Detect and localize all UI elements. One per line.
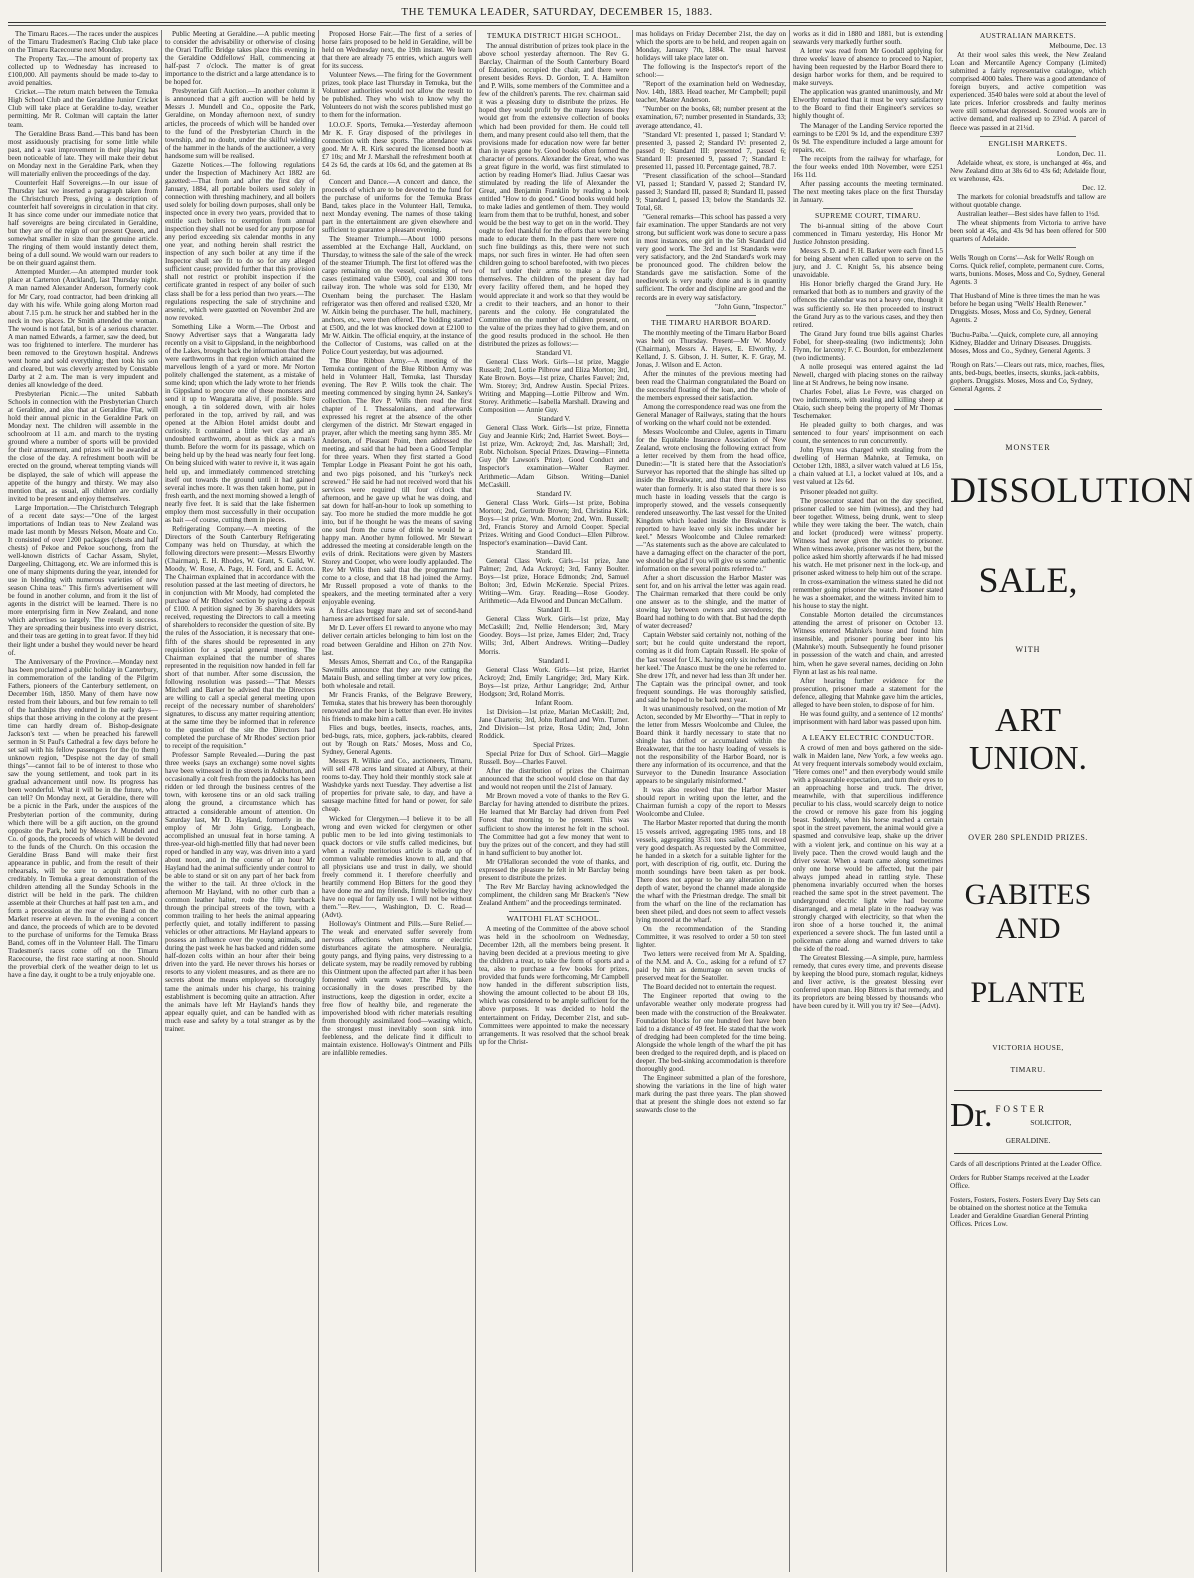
article-paragraph: The Manager of the Landing Service reported the earnings to be £201 9s 1d, and the expenditure £397 0s 9d. The expenditure included a large amount for repairs, etc. [793,121,943,154]
article-paragraph: Public Meeting at Geraldine.—A public meeting to consider the advisability or otherwise of closing the Orari Traffic Bridge takes place this evening in the Geraldine Oddfellows' Hall, commencing at half-past 7 o'clock. The matter is of great importance to the district and a large attendance is to be hoped for. [165,30,315,87]
column-1 [8,30,158,1572]
advert-firm-line2: PLANTE [970,975,1086,1009]
article-paragraph: "Report of the examination held on Wednesday, Nov. 14th, 1883. Head teacher, Mr Campbell; pupil teacher, Master Anderson. [636,80,786,105]
article-paragraph: In cross-examination the witness stated he did not remember going prisoner the watch. Prisoner stated he was a shoemaker, and the witness invited him to his house to stay the night. [793,578,943,611]
section-heading: AUSTRALIAN MARKETS. [979,31,1077,40]
article-paragraph: mas holidays on Friday December 21st, the day on which the sports are to be held, and reopen again on Monday, January 7th, 1884. The usual harvest holidays will take place later on. [636,30,786,63]
advert-rule [954,1153,1102,1154]
article-paragraph: After passing accounts the meeting terminated. The next meeting takes place on the first Thursday in January. [793,179,943,204]
article-paragraph: After hearing further evidence for the prosecution, prisoner made a statement for the defence, alleging that Mahnke gave him the articles, alleged to have been stolen, to dispose of for him. [793,676,943,709]
column-4 [479,30,629,1572]
article-paragraph: Gazette Notices.—The following regulations under the Inspection of Machinery Act 1882 are gazetted:—That from and after the first day of January, 1884, all portable boilers used solely in connection with threshing machinery, and all boilers used solely for boiling down purposes, shall only be inspected once in every two years, provided that to entitle such boilers to exemption from annual inspection they shall not be used for any purpose for any period exceeding six calendar months in any one year, and nothing herein shall restrict the inspection of any such boiler at any time if the Inspector shall see fit to do so for any alleged sufficient cause; provided further that this provision shall not restrict or prohibit inspection if the certificate granted in respect of any boiler of such class shall be for a less period than two years.—The regulations respecting the sale of strychnine and arsenic, which were gazetted on November 2nd are now revoked. [165,160,315,322]
advert-sale: SALE, [978,559,1078,600]
solicitor-town: GERALDINE. [1005,1136,1051,1146]
article-paragraph: Mr O'Halloran seconded the vote of thanks, and expressed the pleasure he felt in Mr Barclay being present to distribute the prizes. [479,857,629,882]
page-masthead: THE TEMUKA LEADER, SATURDAY, DECEMBER 15, 1883. [401,6,713,18]
article-paragraph: The annual distribution of prizes took place in the above school yesterday afternoon. The Rev G. Barclay, Chairman of the South Canterbury Board of Education, occupied the chair, and there were present besides Revs. D. Gordon, T. A. Hamilton and P. Wills, some members of the Committee and a few of the children's parents. The rev. chairman said it was a pleasing duty to distribute the prizes. He hoped they would profit by the many lessons they would get from the extensive collection of books which had been provided for them. He could tell them, and many present could also tell them, that the provisions made for education now were far better than in years gone by. Good books often formed the character of persons. Alexander the Great, who was a great figure in the world, was first stimulated to action by reading Homer's Iliad. Julius Caesar was stimulated by reading the life of Alexander the Great, and Benjamin Franklin by reading a book entitled "How to do good." Good books would help to make ladies and gentlemen of them. They would learn from them that to be truthful, honest, and sober would be the best way to get on in the world. They ought to feel thankful for the efforts that were being made to educate them. In the past there were not such fine buildings as this, there were not such maps, nor such fires in winter. He had often seen children going to school barefooted, with two pieces of turf under their arms to make a fire for themselves. The children of the present day had every facility offered them, and he hoped they would appreciate it and work so that they would be a credit to their teachers, and an honor to their parents and the colony. He congratulated the Committee on the number of children present, on the value of the prizes they had to give them, and on the good results produced in the school. He then distributed the prizes as follows:— [479,42,629,348]
section-heading: ENGLISH MARKETS. [988,138,1068,148]
article-paragraph: The Blue Ribbon Army.—A meeting of the Temuka contingent of the Blue Ribbon Army was held in Volunteer Hall, Temuka, last Thursday evening. The Rev P. Wills took the chair. The meeting commenced by singing hymn 24, Sankey's collection. The Rev P. Wills then read the first chapter of I. Thessalonians, and afterwards expressed his regret at the absence of the other clergymen of the district. Mr Stewart engaged in prayer, after which the meeting sang hymn 385. Mr Anderson, of Pleasant Point, then addressed the meeting, and said that he had been a Good Templar for three years. When they first started a Good Templar Lodge in Pleasant Point he got his oath, and two pigs poisoned, and his "turkey's neck screwed." He said he had not received word that his services were required till four o'clock that afternoon, and he gave up what he was doing, and sat down for half-an-hour to look up something to say. Too more he studied the more muddle he got into, but if he thought he was the means of saving one soul from the curse of drink he would be a happy man. Another hymn followed. Mr Stewart addressed the meeting at considerable length on the evils of drink. Recitations were given by Masters Storey and Cooper, who were loudly applauded. The Rev Mr Wills then said that the programme had come to a close, and that 18 had joined the Army. Mr Russell proposed a vote of thanks to the speakers, and the meeting terminated after a very enjoyable evening. [322,356,472,607]
section-rule [509,911,599,912]
article-paragraph: At their wool sales this week, the New Zealand Loan and Mercantile Agency Company (Limited) submitted a fairly representative catalogue, which comprised 4000 bales. There was a good attendance of foreign buyers, and active competition was experienced. 3540 bales were sold at about the level of late prices. Inferior crossbreds and faulty merinos were still somewhat depressed. Scoured wools are in active demand, and realised up to 23¼d. A parcel of fleece was passed in at 21¼d. [950,51,1106,132]
article-paragraph: Messrs Woolcombe and Clulee, agents in Timaru for the Equitable Insurance Association of New Zealand, wrote enclosing the following extract from a letter received by them from the head office, Dunedin:—"It is stated here that the Association's Surveyor has reported that the shingle has silted up inside the Breakwater, and that there is now less water than formerly. It is also stated that there is so much haste in loading vessels that the cargo is improperly stowed, and the vessels consequently rendered unseaworthy. The last vessel for the United Kingdom which loaded inside the Breakwater is reported to have leave only six inches under her keel." Messrs Woolcombe and Clulee remarked:—"As statements such as the above are calculated to have a damaging effect on the character of the port, we should be glad if you will give us some authentic information on the several points referred to." [636,428,786,573]
article-paragraph: "General remarks—This school has passed a very fair examination. The upper Standards are not very strong, but sufficient work was done to secure a pass in most instances, one girl in the 5th Standard did very good work. The 3rd and 1st Standards were very satisfactory, and the 2nd Standard's work may be pronounced good. The children below the Standards gave me satisfaction. Some of the needlework is very neatly done and is in quantity sufficient. The order and discipline are good and the records are in every way satisfactory. [636,213,786,302]
article-paragraph: Two letters were received from Mr A. Spalding, of the N.M. and A. Co., asking for a refund of £7 paid by him as demurrage on seven trucks of preserved meat for the Seatoller. [636,950,786,983]
article-paragraph: Australian leather—Best sides have fallen to 1½d. [957,209,1100,218]
prize-list-text: General Class Work. Girls—1st prize, Bobina Morton; 2nd, Gertrude Brown; 3rd, Christina Kirk. Boys—1st prize, Wm. Morton; 2nd, Wm. Russell; 3rd, Francis Storey and Arnold Cooper. Special Prizes. Writing and Good Conduct—Ellen Pilbrow. Inspector's examination—David Cant. [479,498,629,547]
solicitor-advert [950,1099,1106,1145]
article-paragraph: The wheat shipments from Victoria to arrive have been sold at 45s, and 43s 9d has been offered for 500 quarters of Adelaide. [950,218,1106,244]
prize-list-text: General Class Work. Girls—1st prize, Harriet Ackroyd; 2nd, Emily Langridge; 3rd, Mary Kirk. Boys—1st prize, Arthur Langridge; 2nd, Arthur Hodgson; 3rd, Roland Morris. [479,665,629,698]
article-paragraph: The Grand Jury found true bills against Charles Fobel, for sheep-stealing (two indictments); John Flynn, for larceny; F. C. Bourdon, for embezzlement (two indictments). [793,329,943,362]
article-signature: "John Gunn, "Inspector." [715,302,786,311]
solicitor-name: FOSTER [995,1104,1048,1115]
article-paragraph: Flies and bugs, beetles, insects, roaches, ants, bed-bugs, rats, mice, gophers, jack-rabbits, cleared out by 'Rough on Rats.' Moses, Moss and Co, Sydney, General Agents. [322,723,472,757]
prize-list-text: Special Prize for Dux of School. Girl—Maggie Russell. Boy—Charles Fauvel. [479,750,629,767]
article-paragraph: The Board decided not to entertain the request. [643,983,777,992]
prize-list-text: General Class Work. Girls—1st prize, Finnetta Guy and Jeannie Kirk; 2nd, Harriet Sweet. Boys—1st prize, Wm. Ackroyd; 2nd, Jas. Marshall; 3rd, Robt. Nicholson. Special Prizes. Drawing—Finnetta Guy (Mr Lawson's Prize). Good Conduct and Inspector's examination—Walter Raymer. Arithmetic—Adam Gibson. Writing—Daniel McCaskill. [479,424,629,489]
dateline: London, Dec. 11. [1056,149,1106,158]
article-paragraph: Messrs R. Wilkie and Co., auctioneers, Timaru, will sell 478 acres land situated at Albury, at their rooms to-day. They hold their monthly stock sale at Washdyke yards next Tuesday. They advertise a list of properties for private sale, to day, and have a sausage machine fitted for hand or power, for sale cheap. [322,757,472,814]
prize-list-text: General Class Work. Girls—1st prize, Jane Palmer; 2nd, Ada Ackroyd; 3rd, Fanny Boulter. Boys—1st prize, Horace Edmonds; 2nd, Samuel Bolton; 3rd, Edwin McKenzie. Special Prizes. Writing—Wm. Gray. Reading—Rose Goodey. Arithmetic—Ada Elwood and Duncan McCallum. [479,557,629,606]
prize-list-title: Standard VI. [535,348,573,357]
article-paragraph: Proposed Horse Fair.—The first of a series of horse fairs proposed to be held in Geraldine, will be held on Wednesday next, the 19th instant. We learn that there are already 75 entries, which augurs well for its success. [322,30,472,71]
prize-list-title: Standard I. [538,656,570,665]
article-paragraph: His Honor briefly charged the Grand Jury. He remarked that both as to numbers and gravity of the offences the calendar was not a heavy one, though it was sufficiently so. He then proceeded to instruct the Grand Jury as to the various cases, and they then retired. [793,280,943,329]
article-paragraph: Presbyterian Gift Auction.—In another column it is announced that a gift auction will be held by Messrs J. Mundell and Co., opposite the Park, Geraldine, on Monday afternoon next, of sundry articles, the proceeds of which will be handed over to the fund of the Presbyterian Church in the township, and no doubt, under the skilful wielding of the hammer in the hands of the auctioneer, a very handsome sum will be realised. [165,87,315,160]
article-paragraph: Presbyterian Picnic.—The united Sabbath Schools in connection with the Presbyterian Church at Geraldine, and also that at Geraldine Flat, will hold their annual picnic in the Geraldine Park on Monday next. The children will assemble in the schoolroom at 11 a.m. and march to the trysting ground where a number of sports will be provided for their amusement, and prizes will be awarded at the close of the day. A refreshment booth will be erected on the ground, whereat tempting viands will be displayed, the sale of which will appease the appetite of the hungry and thirsty. We may also mention that, as usual, all children are cordially invited to be present and enjoy themselves. [8,390,158,503]
article-paragraph: The Timaru Races.—The races under the auspices of the Timaru Tradesmen's Racing Club take place on the Timaru Racecourse next Monday. [8,30,158,55]
column-divider [161,30,162,1572]
article-paragraph: Refrigerating Company.—A meeting of the Directors of the South Canterbury Refrigerating Company was held on Thursday, at which the following directors were present:—Messrs Elworthy (Chairman), E. H. Rhodes, W. Grant, S. Gaild, W. Moody, W. Rose, A. Page, H. Ford, and E. Acton. The Chairman explained that in accordance with the resolution passed at the last meeting of directors, he in conjunction with Mr Moody, had completed the purchase of Mr Rhodes' section by paying a deposit of £100. A petition signed by 36 shareholders was received, requesting the Directors to call a meeting of shareholders to reconsider the question of site. By the rules of the Association, it is necessary that one-fifth of the shares should be represented in any requisition for a special general meeting. The Chairman explained that the number of shares represented in the requisition now handed in fell far short of that number. After some discussion, the following resolution was passed:—"That Messrs Mitchell and Barker be advised that the Directors are willing to call a special general meeting upon receipt of the necessary number of shareholders' signatures, to discuss any matter requiring attention; at the same time they be informed that in reference to the question of the site the Directors had completed the purchase of Mr Rhodes' section prior to receipt of the requisition." [165,524,315,751]
printing-advert: Cards of all descriptions Printed at the Leader Office. [950,1160,1102,1169]
column-divider [632,30,633,1572]
advert-house: VICTORIA HOUSE, [992,1042,1064,1052]
article-paragraph: Captain Webster said certainly not, nothing of the sort; but he could quite understand the report, coming as it did from Captain Russell. He spoke of the 'last vessel for U.K. having only six inches under her keel.' The Anasco must be the one he referred to. She drew 17ft, and never had less than 3ft under her. The Captain was the principal owner, and took frequent soundings. He was thoroughly satisfied, and said he hoped to be back next year. [636,631,786,704]
article-paragraph: I.O.O.F. Sports, Temuka.—Yesterday afternoon Mr K. F. Gray disposed of the privileges in connection with these sports. The attendance was good. Mr A. R. Kirk secured the licensed booth at £7 10s; and Mr J. Marshall the refreshment booth at £4 2s 6d, the cards at 10s 6d, and the gatemen at 8s 6d. [322,120,472,177]
article-paragraph: "Standard VI: presented 1, passed 1; Standard V: presented 3, passed 2; Standard IV: presented 2, passed 0; Standard III: presented 7, passed 6; Standard II: presented 9, passed 7; Standard I: presented 11, passed 10. Percentage gained, 78.7. [636,130,786,171]
article-paragraph: After the distribution of prizes the Chairman announced that the school would close on that day and would not reopen until the 21st of January. [479,767,629,792]
article-paragraph: The Property Tax.—The amount of property tax collected up to Wednesday has increased to £100,000. All payments should be made to-day to avoid penalties. [8,55,158,88]
article-paragraph: On the recommendation of the Standing Committee, it was resolved to order a 50 ton steel lighter. [636,925,786,950]
prize-list-title: Standard III. [536,547,572,556]
article-paragraph: It was also resolved that the Harbor Master should report in writing upon the letter, and the Chairman furnish a copy of the report to Messrs Woolcombe and Clulee. [636,786,786,819]
article-paragraph: The Geraldine Brass Band.—This band has been most assiduously practising for some little while past, and a vast improvement in their playing has been noticeable of late. They will make their debut on Monday next in the Geraldine Park, when they will materially enliven the proceedings of the day. [8,129,158,178]
advert-art-union: ART UNION. [968,701,1088,777]
article-paragraph: Constable Morton detailed the circumstances attending the arrest of prisoner on October 13. Witness entered Mahnke's house and found him insensible, and prisoner pouring beer into his (Mahnke's) mouth. Subsequently he found prisoner in possession of the watch and chain, and arrested him, when he gave several names, deciding on John Flynn at last as his real name. [793,611,943,676]
article-paragraph: Messrs S. D. and F. H. Barker were each fined L5 for being absent when called upon to serve on the jury, and J. C. Knight 5s, his absence being unavoidable. [793,247,943,280]
article-paragraph: works as it did in 1880 and 1881, but is extending seawards very markedly further south. [793,30,943,47]
prize-list-text: General Class Work. Girls—1st prize, May McCaskill; 2nd, Nellie Henderson; 3rd, Mary Goodey. Boys—1st prize, James Elder; 2nd, Tracy Wills; 3rd, Albert Andrews. Writing—Dudley Morris. [479,615,629,656]
section-heading: A LEAKY ELECTRIC CONDUCTOR. [801,732,935,742]
printing-advert: Orders for Rubber Stamps received at the Leader Office. [950,1174,1090,1191]
article-paragraph: The receipts from the railway for wharfage, for the four weeks ended 10th November, were £251 16s 11d. [793,154,943,179]
column-3 [322,30,472,1572]
article-paragraph: The markets for colonial breadstuffs and tallow are without quotable change. [950,192,1106,209]
advert-dissolution: DISSOLUTION [950,469,1194,510]
article-paragraph: Holloway's Ointment and Pills.—Sure Relief.—The weak and enervated suffer severely from nervous affections when storms or electric disturbances agitate the atmosphere. Neuralgia, gouty pangs, and flying pains, very distressing to a delicate system, may be readily removed by rubbing this Ointment upon the affected part after it has been fomented with warm water. The Pills, taken occasionally in the doses prescribed by the instructions, keep the digestion in order, excite a free flow of healthy bile, and regenerate the impoverished blood with richer materials resulting from thoroughly assimilated food—wasting which, the strongest must inevitably soon sink into feebleness, and the delicate find it difficult to maintain existence. Holloway's Ointment and Pills are infallible remedies. [322,920,472,1057]
dissolution-sale-advert [950,442,1194,1075]
column-6 [793,30,943,1572]
section-heading: TEMUKA DISTRICT HIGH SCHOOL. [486,31,622,40]
small-advert: That Husband of Mine is three times the man he was before he began using "Wells' Health Renewer." Druggists. Moses, Moss and Co, Sydney, General Agents. 2 [950,292,1100,325]
article-paragraph: A letter was read from Mr Goodall applying for three weeks' leave of absence to proceed to Napier, having been requested by the Harbor Board there to design harbor works for them, and be required to make surveys. [793,47,943,88]
prize-list-title: Special Prizes. [533,741,575,750]
article-paragraph: The application was granted unanimously, and Mr Elworthy remarked that it must be very satisfactory to the Board to find their Engineer's services so highly thought of. [793,88,943,121]
small-advert: 'Buchu-Paiba.'—Quick, complete cure, all annoying Kidney, Bladder and Urinary Diseases. Druggists. Moses, Moss and Co., Sydney, General Agents. 3 [950,330,1098,355]
column-divider [946,30,947,1572]
masthead-rule [8,22,1106,23]
column-divider [789,30,790,1572]
section-heading: THE TIMARU HARBOR BOARD. [651,317,771,327]
article-paragraph: Mr D. Lever offers £1 reward to anyone who may deliver certain articles belonging to him lost on the road between Geraldine and Hilton on 27th Nov. last. [322,624,472,657]
article-paragraph: The Greatest Blessing.—A simple, pure, harmless remedy, that cures every time, and prevents disease by keeping the blood pure, stomach regular, kidneys and liver active, is the greatest blessing ever conferred upon man. Hop Bitters is that remedy, and its proprietors are being blessed by thousands who have been cured by it. Will you try it? See—(Advt). [793,954,943,1011]
column-divider [475,30,476,1572]
article-paragraph: A nolle prosequi was entered against the lad Newell, charged with placing stones on the railway line at St Andrews, he being now insane. [793,362,943,387]
prize-list-title: Infant Room. [535,698,573,707]
small-advert: Wells 'Rough on Corns'—Ask for Wells' Rough on Corns. Quick relief, complete, permanent cure. Corns, warts, bunions. Moses, Moss and Co, Sydney, General Agents. 3 [950,254,1105,287]
article-paragraph: A crowd of men and boys gathered on the side-walk in Maiden lane, New York, a few weeks ago. At very frequent intervals somebody would exclaim, "Here comes one!" and then everybody would smile with a pleasurable expectation, and turn their eyes to an approaching horse and truck. The driver, meanwhile, with that supercilious indifference peculiar to his class, would scarcely deign to notice the crowd or remove his gaze from his jogging beast. Suddenly, when his horse reached a certain spot in the street pavement, the animal would give a spasmed and convulsive leap, shake up the driver with a violent jerk, and continue on his way at a lively pace. Then the crowd would laugh and the driver swear. When a team came along sometimes only one horse would be affected, but the pair always jumped ahead in rattling style. These phenomena invariably occurred when the horses reached the same spot in the street pavement. The underground electric light wire had become disarranged, and a metal plate in the roadway was strongly charged with electricity, so that when the iron shoe of a horse touched it, the animal experienced a severe shock. The fun lasted until a policeman came along and warned drivers to take the side of the road. [793,743,943,954]
section-rule [980,136,1076,137]
article-paragraph: Messrs Amos, Sherratt and Co., of the Rangapika Sawmills announce that they are now cutting the Mataiu Bush, and selling timber at very low prices, both wholesale and retail. [322,657,472,690]
section-rule [823,730,913,731]
article-paragraph: The bi-annual sitting of the above Court commenced in Timaru yesterday, His Honor Mr Justice Johnston presiding. [793,222,943,247]
section-rule [666,315,756,316]
article-paragraph: After a short discussion the Harbor Master was sent for, and on his arrival the letter was again read. The Chairman remarked that there could be only one answer as to the shingle, and the matter of stowing lay between owners and stevedores; the Board had nothing to do with that. But had the depth of water decreased? [636,574,786,631]
article-paragraph: Adelaide wheat, ex store, is unchanged at 46s, and New Zealand ditto at 38s 6d to 43s 6d; Adelaide flour, ex warehouse, 42s. [950,158,1106,183]
article-paragraph: A meeting of the Committee of the above school was held in the schoolroom on Wednesday, December 12th, all the members being present. It having been decided at a previous meeting to give the children a treat, to take the form of sports and a tea, also to purchase a few books for prizes, provided that funds were forthcoming, Mr Campbell now handed in the different subscription lists, showing the amount collected to be about £8 10s, which was considered to be ample sufficient for the above purposes. It was decided to hold the entertainment on Friday, December 21st, and sub-Committees were appointed to make the necessary arrangements. It was resolved that the school break up for the Christ- [479,925,629,1046]
article-paragraph: Mr Francis Franks, of the Belgrave Brewery, Temuka, states that his brewery has been thoroughly renovated and the beer is better than ever. He invites his friends to make him a call. [322,690,472,723]
article-paragraph: "Present classification of the school—Standard VI, passed 1; Standard V, passed 2; Standard IV, passed 3; Standard III, passed 8; Standard II, passed 9; Standard I, passed 13; below the Standards 32. Total, 68. [636,171,786,212]
article-paragraph: Something Like a Worm.—The Orbost and Snowy Advertiser says that a Wangaratta lady recently on a visit to Gippsland, in the neighborhood of the Lakes, brought back the information that there were earthworms in that region which attained the marvellous length of a yard or more. Mr Norton politely challenged the statement, as a mistake of some kind; upon which the lady wrote to her friends in Gippsland to procure one of these monsters and send it up to Wangaratta alive, if possible. Sure enough, a tin soldered down, with air holes perforated in the top, arrived by rail, and was opened at the Albion Hotel amidst doubt and curiosity. It contained a little wet clay and an undoubted earthworm, about as thick as a man's thumb. Before the worm for its passage, which on being held up by the head was nearly four feet long. On being sluiced with water to revive it, it was again held up, and immediately commenced stretching itself out towards the ground until it had gained several inches more. It was then taken home, put in fresh earth, and the next morning showed a length of nearly five feet. It is said that the lake fishermen employ them most successfully in their occupation as bait —of course, cutting them in pieces. [165,322,315,524]
article-paragraph: Among the correspondence read was one from the General Manager of Railways, stating that the hours of working on the wharf could not be extended. [636,403,786,428]
article-paragraph: Prisoner pleaded not guilty. [800,487,878,496]
article-paragraph: Cricket.—The return match between the Temuka High School Club and the Geraldine Junior Cricket Club will take place at Geraldine to-day, weather permitting. Mr R. Coltman will captain the latter team. [8,88,158,129]
article-paragraph: Volunteer News.—The firing for the Government prizes, took place last Thursday in Temuka, but the Volunteer authorities would not allow the result to be published. They who wish to know why the Volunteers do not wish the scores published must go to them for the information. [322,71,472,120]
article-paragraph: He was found guilty, and a sentence of 12 months' imprisonment with hard labor was passed upon him. [793,709,943,726]
section-rule [980,247,1076,248]
prize-list-title: Standard IV. [536,489,572,498]
article-paragraph: "Number on the books, 68; number present at the examination, 67; number presented in Standards, 33; average attendance, 41. [636,105,786,130]
advert-rule [954,409,1102,410]
article-paragraph: Mr Brown moved a vote of thanks to the Rev G. Barclay for having attended to distribute the prizes. He learned that Mr Barclay had driven from Peel Forest that morning to be present. This was sufficient to show the interest he felt in the school. The Committee had got a few money that went to buy the prizes out of the concert, and they had still in hand sufficient to buy another lot. [479,792,629,857]
masthead-rule-thin [8,25,1106,26]
advert-with: WITH [1015,644,1041,654]
article-paragraph: Wicked for Clergymen.—I believe it to be all wrong and even wicked for clergymen or other public men to be led into giving testimonials to quack doctors or vile stuffs called medicines, but when a really meritorious article is made up of common valuable remedies known to all, and that all physicians use and trust in daily, we should freely commend it. I therefore cheerfully and heartily commend Hop Bitters for the good they have done me and my friends, firmly believing they have no equal for family use. I will not be without them."—Rev.——, Washington, D. C. Read—(Advt). [322,814,472,920]
article-paragraph: The prosecutor stated that on the day specified, prisoner called to see him (witness), and they had beer together. Witness, being drunk, went to sleep while they were taking the beer. The watch, chain and locket (produced) were witness' property. Witness had never given the articles to prisoner. When witness awoke, prisoner was not there, but the police asked him shortly afterwards if he had missed his watch. He met prisoner next in the lock-up, and prisoner asked witness to help him out of the scrape. [793,496,943,577]
prize-list-text: General Class Work. Girls—1st prize, Maggie Russell; 2nd, Lottie Pilbrow and Eliza Morton; 3rd, Kate Brown. Boys—1st prize, Charles Fauvel; 2nd, Wm. Storey; 3rd, Andrew Austin. Special Prizes. Writing and Mapping—Lottie Pilbrow and Wm. Storey. Arithmetic—Isabella Marshall. Drawing and Composition — Annie Guy. [479,357,629,415]
column-divider [318,30,319,1572]
article-paragraph: The Steamer Triumph.—About 1000 persons assembled at the Exchange Hall, Auckland, on Thursday, to witness the sale of the sale of the wreck of the steamer Triumph. The first lot offered was the cargo remaining on the vessel, consisting of two cases (estimated value £500), coal and 300 tons railway iron. The whole was sold for £130, Mr Oxenham being the purchaser. The Haslam refrigerator was then offered and realised £320, Mr W. Aitkin being the purchaser. The hull, machinery, anchors, etc., were then offered. The bidding started at £500, and the lot was knocked down at £2100 to Mr W. Aitkin. The official enquiry, at the instance of the Collector of Customs, was called on at the Police Court yesterday, but was adjourned. [322,235,472,356]
solicitor-title: SOLICITOR, [1030,1118,1072,1128]
prize-list-title: Standard II. [537,606,571,615]
article-paragraph: The Engineer reported that owing to the unfavorable weather only moderate progress had been made with the construction of the Breakwater. Foundation blocks for one hundred feet have been laid to a distance of 49 feet. He stated that the work of dredging had been completed for the time being. Alongside the whole length of the wharf the pit has been dredged to the required depth, and is placed on deeper. The bed-sinking accommodation is therefore thoroughly good. [636,992,786,1073]
article-paragraph: The Engineer submitted a plan of the foreshore, showing the variations in the line of high water mark during the past three years. The plan showed that at present the shingle does not extend so far seawards close to the [636,1073,786,1115]
advert-prizes: OVER 280 SPLENDID PRIZES. [968,832,1088,842]
article-paragraph: It was unanimously resolved, on the motion of Mr Acton, seconded by Mr Elworthy—"That in reply to the letter from Messrs Woolcombe and Clulee, the Board think it hardly necessary to state that no shingle has drifted or accumulated within the Breakwater, that the too hasty loading of vessels is not the responsibility of the Harbor Board, nor is there any information of its occurrence, and that the Surveyor to the Dunedin Insurance Association appears to be singularly misinformed." [636,704,786,786]
article-paragraph: The Rev Mr Barclay having acknowledged the compliment, the children sang Mr Bracken's "New Zealand Anthem" and the proceedings terminated. [479,882,629,907]
article-paragraph: The monthly meeting of the Timaru Harbor Board was held on Thursday. Present—Mr W. Moody (Chairman), Messrs A. Hayes, E. Elworthy, J. Kelland, J. S. Gibson, J. H. Sutter, K. F. Gray, M. Jonas, J. Wilson and E. Acton. [636,328,786,369]
article-paragraph: Large Importation.—The Christchurch Telegraph of a recent date says:—"One of the largest importations of Indian teas to New Zealand was made last month by Messrs Nelson, Moate and Co. It consisted of over 1200 packages (chests and half chests) of Pekoe and Pekoe souchong, from the well-known districts of Cachar Assam, Shylet, Dargeeling, Chittagong, etc. We are informed this is one of many shipments during the year, intended for use in blending with numerous varieties of new season China teas." This firm's advertisement will be found in another column, and from it the list of agents in the district will be learned. There is no more enterprising firm in New Zealand, and none which advertises so largely. The result is success. They are spreading their business into every district, and their teas are getting in to great favor. If they hid their light under a bushel they would never be heard of. [8,503,158,657]
article-paragraph: The Anniversary of the Province.—Monday next has been proclaimed a public holiday in Canterbury, in commemoration of the landing of the Pilgrim Fathers, pioneers of the Canterbury settlement, on December 16th, 1850. Many of them have now rested from their labours, and but few remain to tell of the hardships they endured in the early days—ships that those arriving in the colony at the present time can hardly dream of. Bishop-designate Jackson's text — when he preached his farewell sermon in St Paul's Cathedral a few days before he set sail with his fellow passengers for the (to them) unknown region, "Despise not the day of small things"—cannot fail to be of interest to those who saw the young settlement, and took part in its gradual advancement until now. Its progress has been wonderful. What it will be in the future, who can tell? On Monday next, at Geraldine, there will be a picnic in the Park, under the auspices of the Presbyterian portion of the community, during which there will be a gift auction, on the ground opposite the Park, held by Messrs J. Mundell and Co. of goods, the proceeds of which will be devoted to the funds of the Church. On this occasion the Geraldine Brass Band will make their first appearance in public, and from the result of their rehearsals, will be sure to acquit themselves creditably. In Temuka a great demonstration of the children attending all the Sunday Schools in the district will be held in the park. The children assemble at their Churches at half past ten a.m., and form a procession at the rear of the Band on the Market reserve at eleven. In the evening a concert and dance, the proceeds of which are to be devoted to the purchase of uniforms for the Temuka Brass Band, comes off in the Volunteer Hall. The Timaru Tradesmen's races come off on the Timaru Racecourse, the first race starting at noon. Should the proverbial clerk of the weather deign to let us have a fine day, it ought to be a truly enjoyable one. [8,657,158,980]
article-paragraph: The following is the Inspector's report of the school:— [636,63,786,80]
prize-list-text: 1st Division—1st prize, Marian McCaskill; 2nd, Jane Charteris; 3rd, John Rutland and Wm. Turner. 2nd Division—1st prize, Rosa Udin; 2nd, John Roddick. [479,707,629,740]
article-paragraph: Charles Fobel, alias Le Fevre, was charged on two indictments, with stealing and killing sheep at Otaio, such sheep being the property of Mr Thomas Teschemaker. [793,387,943,421]
article-paragraph: After the minutes of the previous meeting had been read the Chairman congratulated the Board on the successful floating of the loan, and the whole of the members expressed their satisfaction. [636,369,786,403]
advert-rule [954,1090,1102,1091]
dateline: Dec. 12. [1082,183,1106,192]
article-paragraph: Attempted Murder.—An attempted murder took place at Carterton (Auckland), last Thursday night. A man named Alexander Anderson, formerly cook for Mr Cary, road contractor, had been drinking all day with his wife. While going along Morton road about 7.15 p.m. he struck her and stabbed her in the neck in two places. Dr Smith attended the woman. The wound is not fatal, but is of a serious character. A man named Edwards, a farmer, saw the deed, but was too frightened to interfere. The murderer has been removed to the Greytown hospital. Andrews went home and sold everything; then took his son and cleared, but was cleverly arrested by Constable Darby at 2 a.m. The man is very impudent and denies all knowledge of the deed. [8,268,158,390]
solicitor-dr: Dr. [950,1097,993,1135]
article-paragraph: He pleaded guilty to both charges, and was sentenced to four years' imprisonment on each count, the sentences to run concurrently. [793,421,943,446]
advert-firm-line1: GABITES AND [964,877,1092,945]
column-5 [636,30,786,1572]
article-paragraph: Counterfeit Half Sovereigns.—In our issue of Thursday last we inserted a paragraph taken from the Christchurch Press, giving a description of counterfeit half sovereigns in circulation in that city. It has since come under our immediate notice that half sovereigns are being circulated in Geraldine, but they are of the reign of our present Queen, and somewhat smaller in size than the genuine article. The ringing of them would instantly detect them, being of a dull sound. We would warn our readers to be on their guard against them. [8,178,158,268]
article-paragraph: John Flynn was charged with stealing from the dwelling of Herman Mahnke, at Temuka, on October 12th, 1883, a silver watch valued at L6 15s, a chain valued at L1, a locket valued at 10s, and a vest valued at 12s 6d. [793,446,943,487]
section-rule [823,208,913,209]
column-7 [950,30,1194,1572]
prize-list-title: Standard V. [537,415,571,424]
advert-monster: MONSTER [1005,442,1051,452]
section-heading: SUPREME COURT, TIMARU. [815,210,921,220]
article-paragraph: A first-class buggy mare and set of second-hand harness are advertised for sale. [322,607,472,624]
small-advert: 'Rough on Rats.'—Clears out rats, mice, roaches, flies, ants, bed-bugs, beetles, insects, skunks, jack-rabbits, gophers. Druggists. Moses, Moss and Co, Sydney, General Agents. 2 [950,360,1105,393]
dateline: Melbourne, Dec. 13 [1049,42,1106,51]
article-paragraph: Professor Sample Revealed.—During the past three weeks (says an exchange) some novel sights have been witnessed in the streets in Ashburton, and occasionally a colt fresh from the paddocks has been ridden or led through the business centres of the town, with kerosene tins or an old sack trailing along the ground, a circumstance which has attracted a considerable amount of attention. On Saturday last, Mr D. Hayland, formerly in the employ of Mr John Grigg, Longbeach, accomplished an unusual feat in horse taming. A three-year-old high-mettled filly that had never been roped or handled in any way, was driven into a yard about noon, and in the course of an hour Mr Hayland had the animal sufficiently under control to be able to stand or sit on any part of her back from the wither to the tail. At three o'clock in the afternoon Mr Hayland, with no other curb than a common leather halter, rode the filly bareback through the principal streets of the town, with a common trailing to her heels the animal appearing perfectly quiet, and totally indifferent to passing vehicles or other attractions. Mr Hayland appears to possess an influence over the young animals, and during the past week he has backed and ridden some half-dozen colts within an hour after their being driven into the yard. He never throws his horses or resorts to any violent measures, and as there are no secrets about the means employed so thoroughly tame the animals under his charge, his training establishment is becoming quite an attraction. After the animals have left Mr Hayland's hands they appear equally quiet, and can be handled with as much ease and safety by a total stranger as by the trainer. [165,751,315,1033]
article-paragraph: Concert and Dance.—A concert and dance, the proceeds of which are to be devoted to the fund for the purchase of uniforms for the Temuka Brass Band, takes place in the Volunteer Hall, Temuka, next Monday evening. The names of those taking part in the entertainment are given elsewhere and sufficient to guarantee a pleasant evening. [322,177,472,235]
article-paragraph: The Harbor Master reported that during the month 15 vessels arrived, aggregating 1985 tons, and 18 vessels, aggregating 3531 tons sailed. All received very good despatch. As requested by the Committee, he handed in a sketch for a suitable lighter for the port, with description of rig, outfit, etc. During the month soundings have been taken as per book. There does not appear to be any alteration in the depth of water, beyond the channel made alongside the wharf with the Priestman dredge. The small bit from the wharf on the line of the reclamation has been sheet piled, and does not seem to affect vessels lying moored at the wharf. [636,819,786,925]
column-2 [165,30,315,1572]
advert-town: TIMARU. [1010,1065,1046,1075]
section-heading: WAITOHI FLAT SCHOOL. [506,913,602,923]
printing-advert: Fosters, Fosters, Fosters. Fosters Every Day Sets can be obtained on the shortest notice at the Temuka Leader and Geraldine Guardian General Printing Offices. Prices Low. [950,1196,1101,1229]
